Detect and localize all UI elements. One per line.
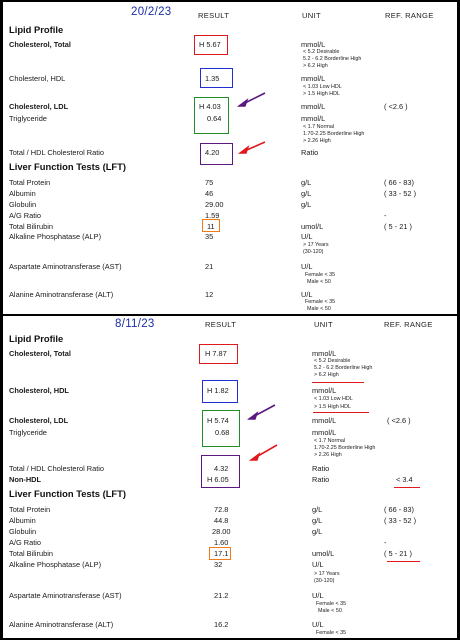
alp-note: (30-120) [303,249,324,255]
protein-label: Total Protein [9,505,51,514]
chol-total-note: > 6.2 High [303,63,328,69]
hdl-note: < 1.03 Low HDL [303,84,342,90]
tg-value: 0.68 [215,428,230,437]
hdl-unit: mmol/L [301,74,326,83]
alp-value: 32 [214,560,223,569]
tg-label: Triglyceride [9,428,47,437]
alp-note: (30-120) [314,578,335,584]
chol-total-note: 5.2 - 6.2 Borderline High [303,56,362,62]
bilirubin-label: Total Bilirubin [9,549,53,558]
albumin-value: 44.8 [214,516,229,525]
ldl-unit: mmol/L [301,102,326,111]
ag-label: A/G Ratio [9,538,42,547]
chol-total-note: < 5.2 Desirable [303,49,340,55]
alp-label: Alkaline Phosphatase (ALP) [9,232,102,241]
ast-label: Aspartate Aminotransferase (AST) [9,591,122,600]
arrow-head-icon [239,100,247,106]
alt-label: Alanine Aminotransferase (ALT) [9,620,114,629]
bilirubin-value: 11 [207,222,215,231]
protein-label: Total Protein [9,178,51,187]
ast-unit: U/L [301,262,313,271]
ag-ref: - [384,538,387,547]
ldl-unit: mmol/L [312,416,337,425]
chol-total-value: H 7.87 [205,349,227,358]
hdl-unit: mmol/L [312,386,337,395]
ref-range-header: REF. RANGE [385,11,434,20]
ag-ref: - [384,211,387,220]
albumin-label: Albumin [9,516,36,525]
alp-unit: U/L [301,232,313,241]
alt-value: 12 [205,290,214,299]
globulin-unit: g/L [301,200,312,209]
chol-total-note: < 5.2 Desirable [314,358,351,364]
hdl-note: > 1.5 High HDL [314,404,352,410]
ratio-value: 4.32 [214,464,229,473]
report-panel-2 [3,316,457,638]
ldl-value: H 5.74 [207,416,229,425]
report-date: 20/2/23 [131,6,172,18]
protein-unit: g/L [312,505,323,514]
arrow-head-icon [249,413,257,419]
alt-note: Female < 35 [305,299,336,305]
tg-note: > 2.26 High [303,138,331,144]
alt-label: Alanine Aminotransferase (ALT) [9,290,114,299]
chol-total-unit: mmol/L [312,349,337,358]
tg-note: > 2.26 High [314,452,342,458]
unit-header: UNIT [302,11,321,20]
albumin-unit: g/L [312,516,323,525]
alt-note: Male < 50 [307,306,331,312]
chol-total-label: Cholesterol, Total [9,349,71,358]
ldl-label: Cholesterol, LDL [9,416,69,425]
alp-label: Alkaline Phosphatase (ALP) [9,560,102,569]
ast-note: Male < 50 [318,608,342,614]
albumin-label: Albumin [9,189,36,198]
albumin-value: 46 [205,189,214,198]
globulin-value: 29.00 [205,200,224,209]
alp-note: > 17 Years [303,242,329,248]
protein-ref: ( 66 - 83) [384,178,414,187]
chol-total-unit: mmol/L [301,40,326,49]
bilirubin-unit: umol/L [301,222,324,231]
ratio-label: Total / HDL Cholesterol Ratio [9,464,105,473]
ast-note: Female < 35 [316,601,347,607]
ast-note: Female < 35 [305,272,336,278]
ast-value: 21.2 [214,591,229,600]
protein-unit: g/L [301,178,312,187]
tg-note: 1.70-2.25 Borderline High [303,131,365,137]
tg-note: 1.70-2.25 Borderline High [314,445,376,451]
chol-total-note: > 6.2 High [314,372,339,378]
ag-value: 1.59 [205,211,220,220]
alt-value: 16.2 [214,620,229,629]
nonhdl-label: Non-HDL [9,475,42,484]
annotation-arrows [3,316,457,638]
result-header: RESULT [198,11,230,20]
globulin-unit: g/L [312,527,323,536]
ratio-unit: Ratio [301,148,319,157]
protein-ref: ( 66 - 83) [384,505,414,514]
albumin-ref: ( 33 - 52 ) [384,189,417,198]
unit-header: UNIT [314,320,333,329]
albumin-unit: g/L [301,189,312,198]
bilirubin-unit: umol/L [312,549,335,558]
ag-value: 1.60 [214,538,229,547]
bilirubin-value: 17.1 [214,549,229,558]
ast-label: Aspartate Aminotransferase (AST) [9,262,122,271]
protein-value: 72.8 [214,505,229,514]
lipid-profile-title: Lipid Profile [9,333,64,344]
globulin-label: Globulin [9,527,37,536]
ref-range-header: REF. RANGE [384,320,433,329]
tg-label: Triglyceride [9,114,47,123]
globulin-value: 28.00 [212,527,231,536]
hdl-label: Cholesterol, HDL [9,74,66,83]
hdl-note: > 1.5 High HDL [303,91,341,97]
report-panel-1 [3,2,457,314]
tg-value: 0.64 [207,114,222,123]
result-header: RESULT [205,320,237,329]
ratio-value: 4.20 [205,148,220,157]
arrow-head-icon [240,147,248,153]
alt-note: Female < 35 [316,630,347,636]
alp-unit: U/L [312,560,324,569]
tg-note: < 1.7 Normal [303,124,335,130]
albumin-ref: ( 33 - 52 ) [384,516,417,525]
globulin-label: Globulin [9,200,37,209]
hdl-label: Cholesterol, HDL [9,386,69,395]
ast-unit: U/L [312,591,324,600]
report-date: 8/11/23 [115,318,155,330]
annotation-arrows [3,2,457,314]
chol-total-label: Cholesterol, Total [9,40,71,49]
bilirubin-ref: ( 5 - 21 ) [384,549,412,558]
protein-value: 75 [205,178,214,187]
hdl-value: 1.35 [205,74,220,83]
ldl-ref: ( <2.6 ) [387,416,411,425]
hdl-note: < 1.03 Low HDL [314,396,353,402]
chol-total-value: H 5.67 [199,40,221,49]
hdl-value: H 1.82 [207,386,229,395]
bilirubin-label: Total Bilirubin [9,222,53,231]
lipid-profile-title: Lipid Profile [9,24,64,35]
lft-title: Liver Function Tests (LFT) [9,488,127,499]
nonhdl-value: H 6.05 [207,475,229,484]
ldl-label: Cholesterol, LDL [9,102,69,111]
chol-total-note: 5.2 - 6.2 Borderline High [314,365,373,371]
tg-unit: mmol/L [301,114,326,123]
ast-note: Male < 50 [307,279,331,285]
ag-label: A/G Ratio [9,211,42,220]
alp-value: 35 [205,232,214,241]
nonhdl-unit: Ratio [312,475,330,484]
ratio-label: Total / HDL Cholesterol Ratio [9,148,105,157]
alt-unit: U/L [301,290,313,299]
ratio-unit: Ratio [312,464,330,473]
tg-note: < 1.7 Normal [314,438,346,444]
ast-value: 21 [205,262,214,271]
tg-unit: mmol/L [312,428,337,437]
ldl-value: H 4.03 [199,102,221,111]
arrow-head-icon [251,454,259,460]
lft-title: Liver Function Tests (LFT) [9,161,127,172]
nonhdl-ref: < 3.4 [396,475,413,484]
ldl-ref: ( <2.6 ) [384,102,408,111]
alt-unit: U/L [312,620,324,629]
alp-note: > 17 Years [314,571,340,577]
bilirubin-ref: ( 5 - 21 ) [384,222,412,231]
